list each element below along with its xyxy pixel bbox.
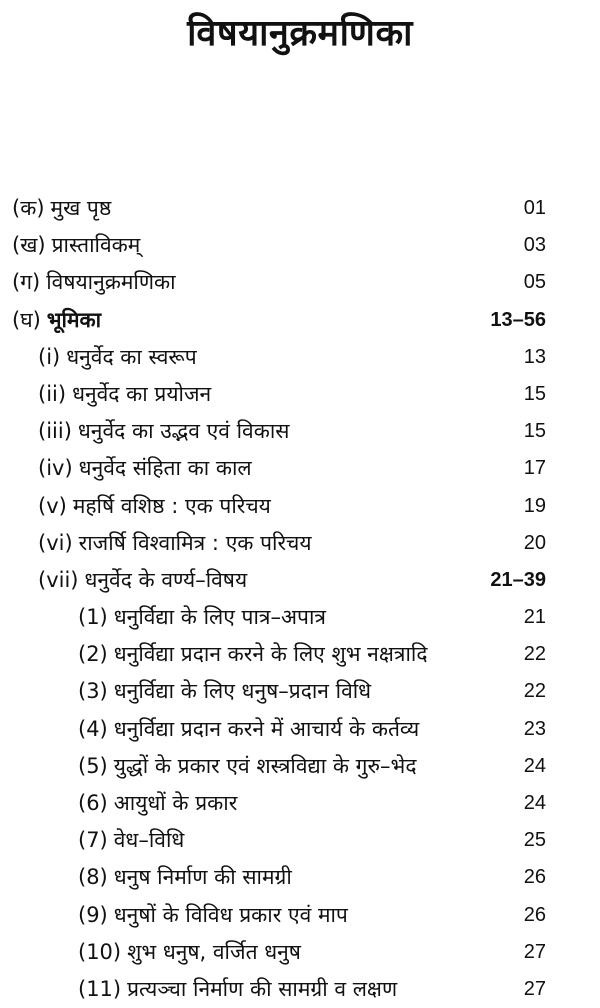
- toc-entry: [0, 636, 600, 673]
- toc-entry-page: 13: [523, 345, 546, 368]
- toc-entry-text: राजर्षि विश्वामित्र : एक परिचय: [78, 530, 312, 555]
- toc-entry-marker: (4): [78, 716, 108, 741]
- toc-entry-marker: (3): [78, 679, 108, 704]
- toc-entry-text: धनुर्वेद का प्रयोजन: [72, 381, 212, 406]
- toc-entry-text: धनुर्विद्या प्रदान करने में आचार्य के कर्तव्य: [113, 716, 420, 741]
- toc-entry-text: धनुषों के विविध प्रकार एवं माप: [113, 902, 348, 927]
- toc-entry-marker: (1): [78, 605, 108, 630]
- toc-entry-label: [78, 822, 184, 859]
- toc-entry-page: 13–56: [490, 308, 546, 331]
- toc-entry-marker: (घ): [12, 307, 41, 332]
- toc-entry-page: 25: [523, 829, 546, 852]
- toc-entry-label: [38, 525, 312, 562]
- toc-entry: [0, 413, 600, 450]
- toc-entry-page: 21–39: [490, 568, 546, 591]
- toc-entry-text: प्रास्ताविकम्: [51, 233, 141, 258]
- toc-entry-label: [12, 227, 140, 264]
- toc-entry: [0, 785, 600, 822]
- toc-entry: [0, 673, 600, 710]
- toc-entry-text: धनुर्विद्या के लिए पात्र–अपात्र: [113, 605, 327, 630]
- toc-entry-text: विषयानुक्रमणिका: [46, 270, 176, 295]
- toc-entry-label: [38, 339, 197, 376]
- toc-entry-text: मुख पृष्ठ: [50, 196, 112, 220]
- toc-entry-label: [78, 599, 326, 636]
- toc-entry-label: [12, 264, 176, 301]
- toc-entry-label: [12, 190, 111, 227]
- toc-entry-marker: (iii): [38, 419, 72, 444]
- toc-entry-label: [78, 785, 237, 822]
- toc-entry-marker: (5): [78, 753, 108, 778]
- toc-entry-text: वेध–विधि: [113, 828, 185, 853]
- toc-entry-page: 27: [523, 977, 546, 1000]
- toc-entry-marker: (8): [78, 865, 108, 890]
- toc-entry-page: 20: [523, 531, 546, 554]
- toc-entry-page: 05: [523, 271, 546, 294]
- toc-entry-page: 22: [523, 643, 546, 666]
- toc-entry-page: 17: [523, 457, 546, 480]
- toc-entry: [0, 934, 600, 971]
- toc-entry: [0, 302, 600, 339]
- toc-entry: [0, 525, 600, 562]
- toc-entry-text: भूमिका: [46, 307, 102, 332]
- toc-entry-page: 01: [523, 197, 546, 219]
- toc-entry: [0, 897, 600, 934]
- toc-entry: [0, 488, 600, 525]
- toc-entry-text: धनुर्वेद का उद्भव एवं विकास: [77, 419, 290, 444]
- toc-entry-marker: (6): [78, 791, 108, 815]
- toc-entry-label: [38, 450, 252, 487]
- toc-entry-page: 15: [523, 382, 546, 405]
- toc-entry-page: 24: [523, 754, 546, 777]
- toc-entry-label: [78, 711, 419, 748]
- toc-entry: [0, 599, 600, 636]
- toc-entry-text: महर्षि वशिष्ठ : एक परिचय: [72, 493, 271, 518]
- toc-entry-marker: (ख): [12, 233, 46, 258]
- toc-entry-marker: (i): [38, 344, 61, 369]
- toc-entry: [0, 339, 600, 376]
- toc-entry-page: 26: [523, 866, 546, 889]
- page-title: विषयानुक्रमणिका: [187, 13, 413, 54]
- toc-entry-label: [38, 488, 271, 525]
- toc-entry-label: [38, 376, 211, 413]
- toc-entry-text: धनुष निर्माण की सामग्री: [113, 865, 292, 890]
- toc-entry-text: धनुर्विद्या के लिए धनुष–प्रदान विधि: [113, 679, 372, 704]
- toc-entry: [0, 227, 600, 264]
- toc-entry-text: धनुर्विद्या प्रदान करने के लिए शुभ नक्षत्रादि: [113, 642, 428, 667]
- toc-entry-marker: (v): [38, 493, 67, 518]
- toc-entry-marker: (2): [78, 642, 108, 667]
- toc-entry-page: 26: [523, 903, 546, 926]
- toc-entry: [0, 264, 600, 301]
- toc-entry-page: 03: [523, 234, 546, 257]
- toc-entry-label: [12, 302, 101, 339]
- toc-entry-marker: (iv): [38, 456, 73, 481]
- toc-entry-marker: (9): [78, 902, 108, 927]
- toc-entry: [0, 562, 600, 599]
- toc-entry-marker: (11): [78, 976, 122, 1001]
- toc-entry-label: [78, 859, 292, 896]
- toc-entry-label: [38, 413, 289, 450]
- toc-entry-page: 19: [523, 494, 546, 517]
- toc-entry: [0, 971, 600, 1008]
- toc-entry-marker: (ग): [12, 270, 41, 295]
- toc-entry: [0, 859, 600, 896]
- toc-entry-marker: (ii): [38, 381, 67, 406]
- toc-entry-text: आयुधों के प्रकार: [113, 791, 238, 815]
- toc-entry-marker: (vi): [38, 530, 73, 555]
- toc-entry-text: धनुर्वेद का स्वरूप: [66, 344, 197, 369]
- table-of-contents: [0, 190, 600, 1008]
- toc-entry-label: [78, 636, 428, 673]
- toc-entry-page: 27: [523, 940, 546, 963]
- toc-entry-page: 22: [523, 680, 546, 703]
- toc-entry-text: प्रत्यञ्चा निर्माण की सामग्री व लक्षण: [127, 976, 398, 1001]
- toc-entry-label: [78, 673, 371, 710]
- toc-entry: [0, 190, 600, 227]
- toc-entry-marker: (vii): [38, 567, 79, 592]
- toc-entry: [0, 748, 600, 785]
- toc-entry: [0, 711, 600, 748]
- toc-entry-text: युद्धों के प्रकार एवं शस्त्रविद्या के गुरु–भेद: [113, 753, 417, 778]
- toc-entry-text: धनुर्वेद के वर्ण्य–विषय: [84, 567, 248, 592]
- toc-entry-marker: (7): [78, 828, 108, 853]
- toc-entry-label: [38, 562, 247, 599]
- toc-entry-marker: (10): [78, 939, 122, 964]
- toc-entry-label: [78, 971, 397, 1008]
- toc-entry-text: धनुर्वेद संहिता का काल: [78, 456, 252, 481]
- toc-entry-text: शुभ धनुष, वर्जित धनुष: [127, 939, 301, 964]
- toc-entry-page: 21: [523, 606, 546, 629]
- toc-entry: [0, 376, 600, 413]
- toc-entry: [0, 822, 600, 859]
- toc-entry-label: [78, 934, 301, 971]
- toc-entry: [0, 450, 600, 487]
- toc-entry-page: 23: [523, 717, 546, 740]
- toc-entry-page: 15: [523, 420, 546, 443]
- toc-entry-label: [78, 897, 348, 934]
- toc-entry-label: [78, 748, 416, 785]
- toc-entry-page: 24: [523, 792, 546, 814]
- toc-entry-marker: (क): [12, 196, 45, 220]
